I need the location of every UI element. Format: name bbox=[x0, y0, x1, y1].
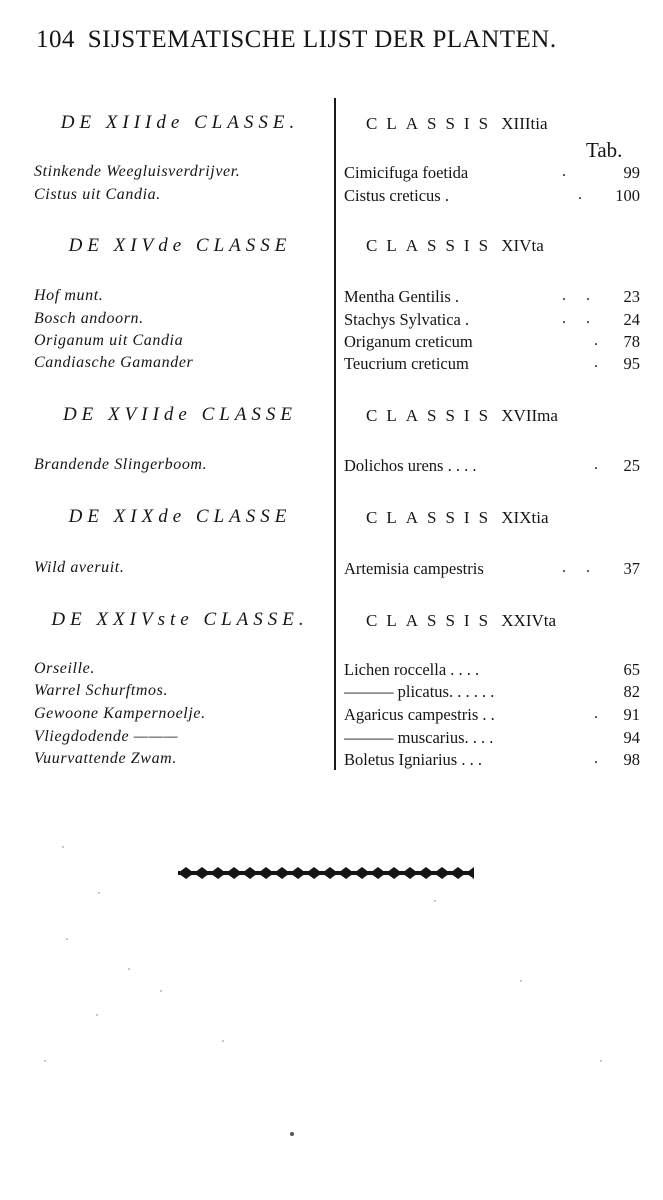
plate-number: 82 bbox=[623, 682, 640, 701]
section-heading-dutch: DE XVIIde CLASSE bbox=[62, 404, 298, 425]
table-row bbox=[34, 163, 644, 185]
table-row bbox=[34, 750, 644, 772]
leader-dots: . bbox=[594, 750, 606, 767]
plate-number: 25 bbox=[623, 456, 640, 475]
leader-dots: . bbox=[562, 163, 574, 180]
table-row bbox=[34, 456, 644, 478]
common-name: Warrel Schurftmos. bbox=[34, 682, 169, 699]
leader-dots: . . bbox=[562, 287, 598, 304]
plate-number: 78 bbox=[623, 332, 640, 351]
latin-name: Mentha Gentilis . bbox=[344, 287, 460, 306]
table-row bbox=[34, 660, 644, 682]
section-heading-latin bbox=[366, 236, 656, 256]
section-heading-latin bbox=[366, 508, 656, 528]
classis-numeral: XIIItia bbox=[501, 114, 548, 133]
plate-number: 94 bbox=[623, 728, 640, 747]
common-name: Origanum uit Candia bbox=[34, 332, 184, 349]
ornament-rule-icon bbox=[178, 866, 474, 880]
classis-label: CLASSIS bbox=[366, 236, 498, 255]
plate-number: 65 bbox=[623, 660, 640, 679]
classis-numeral: XIXtia bbox=[501, 508, 549, 527]
section-heading-dutch: DE XIVde CLASSE bbox=[68, 235, 292, 256]
table-row bbox=[34, 186, 644, 208]
common-name: Vuurvattende Zwam. bbox=[34, 750, 177, 767]
leader-dots: . bbox=[594, 456, 606, 473]
common-name: Brandende Slingerboom. bbox=[34, 456, 208, 473]
leader-dots: . . bbox=[562, 310, 598, 327]
common-name: Wild averuit. bbox=[34, 559, 125, 576]
table-row bbox=[34, 559, 644, 581]
latin-name: Agaricus campestris . . bbox=[344, 705, 495, 724]
latin-name: Dolichos urens . . . . bbox=[344, 456, 477, 475]
leader-dots: . bbox=[594, 332, 606, 349]
plate-number: 95 bbox=[623, 354, 640, 373]
common-name: Gewoone Kampernoelje. bbox=[34, 705, 206, 722]
latin-name: ——— muscarius. . . . bbox=[344, 728, 494, 747]
classis-label: CLASSIS bbox=[366, 508, 498, 527]
classis-label: CLASSIS bbox=[366, 114, 498, 133]
table-row bbox=[34, 310, 644, 332]
common-name: Cistus uit Candia. bbox=[34, 186, 161, 203]
common-name: Orseille. bbox=[34, 660, 95, 677]
page-number: 104 bbox=[36, 26, 75, 53]
common-name: Bosch andoorn. bbox=[34, 310, 144, 327]
classis-numeral: XIVta bbox=[501, 236, 544, 255]
table-row bbox=[34, 287, 644, 309]
classis-label: CLASSIS bbox=[366, 611, 498, 630]
leader-dots: . . bbox=[562, 559, 598, 576]
plate-number: 98 bbox=[623, 750, 640, 769]
latin-name: Boletus Igniarius . . . bbox=[344, 750, 482, 769]
classis-numeral: XVIIma bbox=[501, 406, 558, 425]
latin-name: Cistus creticus . bbox=[344, 186, 449, 205]
tab-column-label: Tab. bbox=[586, 138, 623, 162]
plate-number: 91 bbox=[623, 705, 640, 724]
common-name: Vliegdodende ——— bbox=[34, 728, 179, 745]
table-row bbox=[34, 332, 644, 354]
page-header bbox=[36, 26, 646, 54]
section-heading-dutch: DE XIXde CLASSE bbox=[68, 506, 292, 527]
latin-name: Artemisia campestris bbox=[344, 559, 484, 578]
latin-name: Cimicifuga foetida bbox=[344, 163, 469, 182]
table-row bbox=[34, 682, 644, 704]
latin-name: Lichen roccella . . . . bbox=[344, 660, 480, 679]
latin-name: Stachys Sylvatica . bbox=[344, 310, 470, 329]
section-heading-dutch: DE XIIIde CLASSE. bbox=[60, 112, 300, 133]
plate-number: 23 bbox=[623, 287, 640, 306]
common-name: Hof munt. bbox=[34, 287, 104, 304]
leader-dots: . bbox=[594, 354, 606, 371]
classis-label: CLASSIS bbox=[366, 406, 498, 425]
common-name: Stinkende Weegluisverdrijver. bbox=[34, 163, 241, 180]
table-row bbox=[34, 705, 644, 727]
section-heading-latin bbox=[366, 406, 656, 426]
page-title: SIJSTEMATISCHE LIJST DER PLANTEN. bbox=[87, 26, 557, 53]
common-name: Candiasche Gamander bbox=[34, 354, 194, 371]
section-heading-latin bbox=[366, 114, 656, 134]
leader-dots: . bbox=[594, 705, 606, 722]
leader-dots: . bbox=[578, 186, 590, 203]
table-row bbox=[34, 354, 644, 376]
plate-number: 37 bbox=[623, 559, 640, 578]
latin-name: Origanum creticum bbox=[344, 332, 473, 351]
plate-number: 99 bbox=[623, 163, 640, 182]
latin-name: ——— plicatus. . . . . . bbox=[344, 682, 495, 701]
latin-name: Teucrium creticum bbox=[344, 354, 469, 373]
section-heading-dutch: DE XXIVste CLASSE. bbox=[51, 609, 309, 630]
plate-number: 100 bbox=[615, 186, 640, 205]
table-row bbox=[34, 728, 644, 750]
section-heading-latin bbox=[366, 611, 656, 631]
classis-numeral: XXIVta bbox=[501, 611, 557, 630]
plate-number: 24 bbox=[623, 310, 640, 329]
